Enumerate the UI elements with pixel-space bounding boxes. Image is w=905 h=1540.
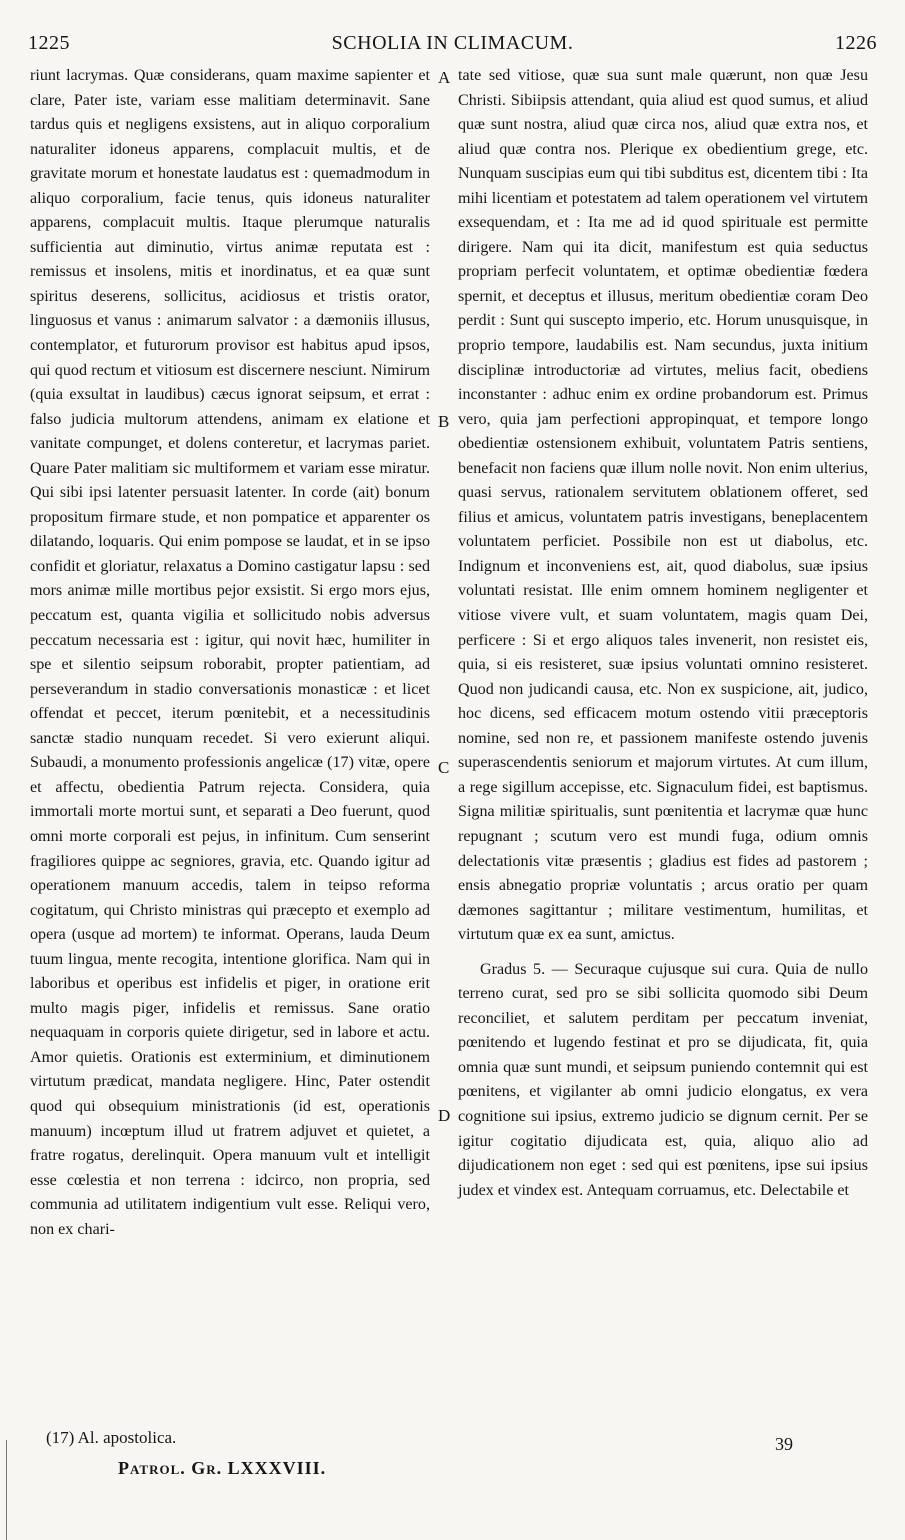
right-column-text: tate sed vitiose, quæ sua sunt male quærunt, non quæ Jesu Christi. Sibiipsis attendant, quia aliud est quod sumus, et aliud quæ sunt nostra, aliud quæ circa nos, aliud quæ extra nos, et aliud quæ contra nos. Plerique ex obedientium grege, etc. Nunquam suscipias eum qui tibi subditus est, dicentem tibi : Ita mihi licentiam et potestatem ad talem operationem vel virtutem exsequendam, et : Ita me ad id quod spirituale est permitte dirigere. Nam qui ita dicit, manifestum est quia seductus propriam perfecit voluntatem, et optimæ obedientiæ fœdera spernit, et deceptus et illusus, meritum obedientiæ coram Deo perdit : Sunt qui suscepto imperio, etc. Horum unusquisque, in proprio tempore, laudabilis est. Nam secundus, juxta initium disciplinæ introductoriæ ad virtutes, melius facit, obediens inconstanter : adhuc enim ex ordine probandorum est. Primus vero, quia jam perfectioni appropinquat, et tempore longo obedientiæ ostensionem exhibuit, voluntatem Patris sentiens, benefacit non faciens quæ illum nolle novit. Non enim ulterius, quasi servus, rationalem servitutem oblationem offeret, sed filius et amicus, voluntatem patris investigans, beneplacentem voluntatem perficiet. Possibile non est ut diabolus, etc. Indignum et inconveniens est, ait, quod diabolus, suæ ipsius voluntati resistat. Ille enim omnem hominem negligenter et vitiose vivere vult, et suam voluntatem, magis quam Dei, perficere : Si et ergo aliquos tales invenerit, non resistet eis, quia, si eis resisteret, suæ ipsius voluntati omnino resisteret. Quod non judicandi causa, etc. Non ex suspicione, ait, judico, hoc dicens, sed efficacem motum ostendo vitii præceptoris nomine, sed non re, et passionem manifeste ostendo juvenis superascendentis seniorum et majorum virtutes. At cum illum, a rege sigillum accepisse, etc. Signaculum fidei, est baptismus. Signa militiæ spiritualis, sunt pœnitentia et lacrymæ quæ hunc repugnant ; scutum vero est mundi fuga, odium omnis delectationis vitæ præsentis ; gladius est fides ad pastorem ; ensis abnegatio propriæ voluntatis ; arcus oratio per quam dæmones sagittantur ; militare vestimentum, humilitas, et virtutum quæ ex ea sunt, amictus.: [458, 67, 868, 944]
right-column: [458, 64, 868, 1203]
margin-marker-a: A: [438, 68, 451, 87]
left-column: [30, 64, 430, 1242]
left-column-text: riunt lacrymas. Quæ considerans, quam maxime sapienter et clare, Pater iste, variam esse malitiam determinavit. Sane tardus quis et negligens exsistens, aut in aliquo corporalium naturaliter idoneus apparens, complacuit multis, et de gravitate morum et honestate laudatus est : quemadmodum in aliquo corporalium, facie tenus, quis idoneus naturaliter apparens, complacuit multis. Itaque plerumque naturalis sufficientia aut diminutio, virtus animæ reputata est : remissus et insolens, mitis et inordinatus, et ea quæ sunt spiritus deserens, sollicitus, acidiosus et tristis orator, linguosus et vanus : animarum salvator : a dæmoniis illusus, contemplator, et futurorum provisor est habitus apud ipsos, qui quod rectum et vitiosum est discernere nesciunt. Nimirum (quia exsultat in laudibus) cæcus ignorat seipsum, et errat : falso judicia multorum attendens, animam ex elatione et vanitate compunget, et dolens conteretur, et lacrymas pariet. Quare Pater malitiam sic multiformem et variam esse miratur. Qui sibi ipsi latenter persuasit latenter. In corde (ait) bonum propositum firmare stude, et non pompatice et apparenter os dilatando, loquaris. Qui enim pompose se laudat, et in se ipso confidit et gloriatur, relaxatus a Domino castigatur lapsu : sed mors animæ mille mortibus pejor exsistit. Si ergo mors ejus, peccatum est, quanta vigilia et sollicitudo nobis adversus peccatum necessaria est : igitur, qui novit hæc, humiliter in spe et silentio seipsum roborabit, propter patientiam, ad perseverandum in stadio conversationis monasticæ : et licet offendat et peccet, iterum pœnitebit, et a necessitudinis sanctæ stadio nunquam recedet. Si vero exierunt aliqui. Subaudi, a monumento professionis angelicæ (17) vitæ, opere et affectu, obedientia Patrum rejecta. Considera, quia immortali morte mortui sunt, et separati a Deo fuerunt, quod omni morte corporali est pejus, in infinitum. Cum senserint fragiliores quippe ac segniores, gravia, etc. Quando igitur ad operationem manuum accedis, talem in teipso reforma cogitatum, qui Christo ministras qui præcepto et exemplo ad opera (usque ad mortem) te informat. Operans, lauda Deum tuum lingua, mente recogita, intentione glorifica. Nam qui in laboribus et operibus est infidelis et piger, in oratione erit multo magis piger, infidelis et remissus. Sane oratio nequaquam in corporis quiete dirigetur, sed in labore et actu. Amor quietis. Orationis est exterminium, et diminutionem virtutum prædicat, mandata negligere. Hinc, Pater ostendit quod qui obsequium ministrationis (id est, operationis manuum) incœptum illud ut fratrem adjuvet et quietet, a fratre rogatus, derelinquit. Opera manuum vult et intelligit esse cœlestia et non terrena : idcirco, non propria, sed communia ad utilitatem indigentium vult esse. Reliqui vero, non ex chari-: [30, 67, 430, 1238]
scan-edge-line: [6, 1440, 7, 1540]
margin-marker-c: C: [438, 758, 450, 777]
footer-page-number: 39: [775, 1434, 793, 1454]
margin-marker-d: D: [438, 1106, 451, 1125]
running-title: SCHOLIA IN CLIMACUM.: [331, 32, 574, 54]
footnote: (17) Al. apostolica.: [46, 1428, 177, 1447]
gradus-5-paragraph: Gradus 5. — Securaque cujusque sui cura. Quia de nullo terreno curat, sed pro se sibi sollicita quomodo sibi Deum reconciliet, et salutem perditam per peccatum inveniat, pœnitendo et lugendo festinat et pro se dijudicata, fit, quia omnia quæ sunt mundi, et seipsum puniendo contemnit qui est pœnitens, et vigilanter ab omni judicio elongatus, ex vera cognitione sui ipsius, extremo judicio se dignum cernit. Per se igitur cogitatio dijudicata est, quia, aliquo alio ad dijudicationem non eget : sed qui est pœnitens, ipse sui ipsius judex et vindex est. Antequam corruamus, etc. Delectabile et: [458, 960, 868, 1199]
right-page-number: 1226: [835, 32, 877, 54]
margin-marker-b: B: [438, 412, 450, 431]
left-page-number: 1225: [28, 32, 70, 54]
footer-title: Patrol. Gr. LXXXVIII.: [118, 1458, 327, 1478]
running-header: [28, 24, 877, 60]
